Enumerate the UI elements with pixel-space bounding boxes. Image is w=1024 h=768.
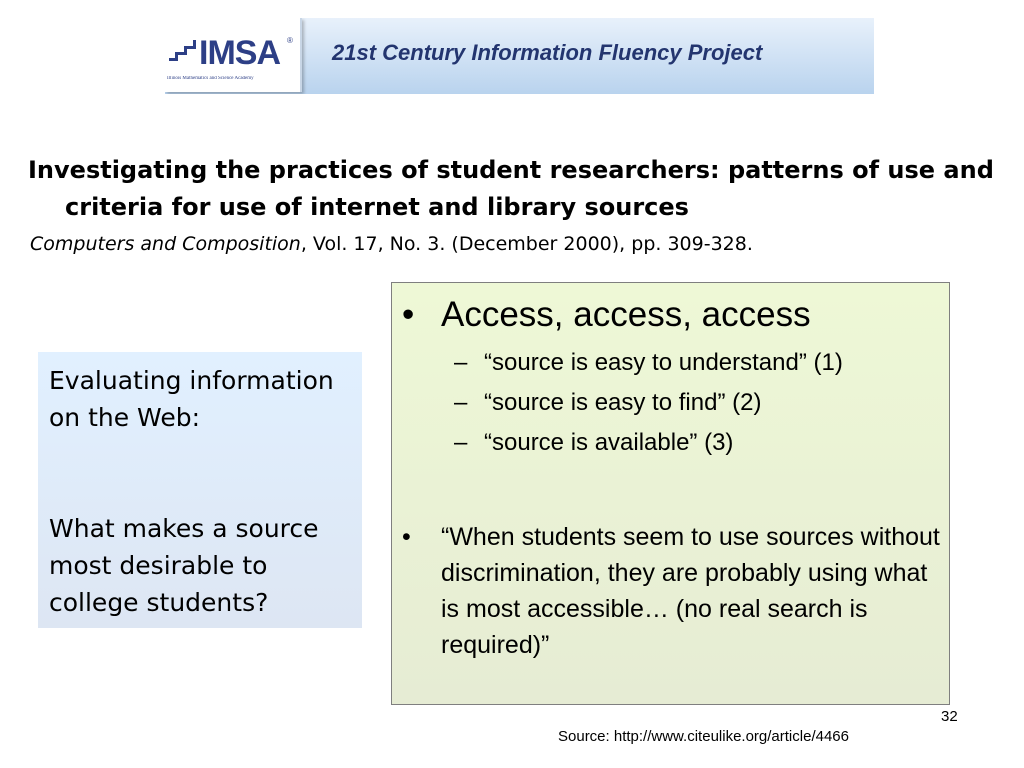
- main-bullet-text: Access, access, access: [441, 295, 811, 334]
- source-citation: Source: http://www.citeulike.org/article/4466: [558, 728, 849, 745]
- slide-number: 32: [941, 708, 958, 725]
- header-banner: [165, 18, 874, 94]
- citation-details: , Vol. 17, No. 3. (December 2000), pp. 309-328.: [300, 233, 753, 255]
- quote-text: “When students seem to use sources without discrimination, they are probably using what is most accessible… (no real search is required)”: [441, 523, 940, 659]
- logo-text: IMSA: [199, 34, 280, 72]
- logo-registered-mark: ®: [287, 36, 293, 45]
- question-box-question: What makes a source most desirable to college students?: [49, 514, 319, 617]
- citation: [30, 233, 753, 255]
- bullet-icon: •: [402, 523, 411, 551]
- citation-journal: Computers and Composition: [30, 233, 301, 255]
- sub-item-text: “source is easy to find” (2): [484, 389, 762, 416]
- logo-subtitle: Illinois Mathematics and Science Academy: [167, 76, 254, 81]
- steps-icon: [169, 40, 199, 64]
- dash-icon: –: [454, 429, 468, 456]
- question-box-heading: Evaluating information on the Web:: [49, 366, 334, 432]
- bullet-icon: •: [402, 295, 415, 334]
- dash-icon: –: [454, 389, 468, 416]
- findings-box: [391, 282, 950, 705]
- sub-item-text: “source is easy to understand” (1): [484, 349, 843, 376]
- sub-item-text: “source is available” (3): [484, 429, 734, 456]
- imsa-logo: [165, 18, 302, 92]
- question-box: [38, 352, 362, 628]
- dash-icon: –: [454, 349, 468, 376]
- project-title: 21st Century Information Fluency Project: [332, 40, 763, 65]
- slide-title: Investigating the practices of student researchers: patterns of use and criteria for use of internet and library sources: [28, 156, 994, 221]
